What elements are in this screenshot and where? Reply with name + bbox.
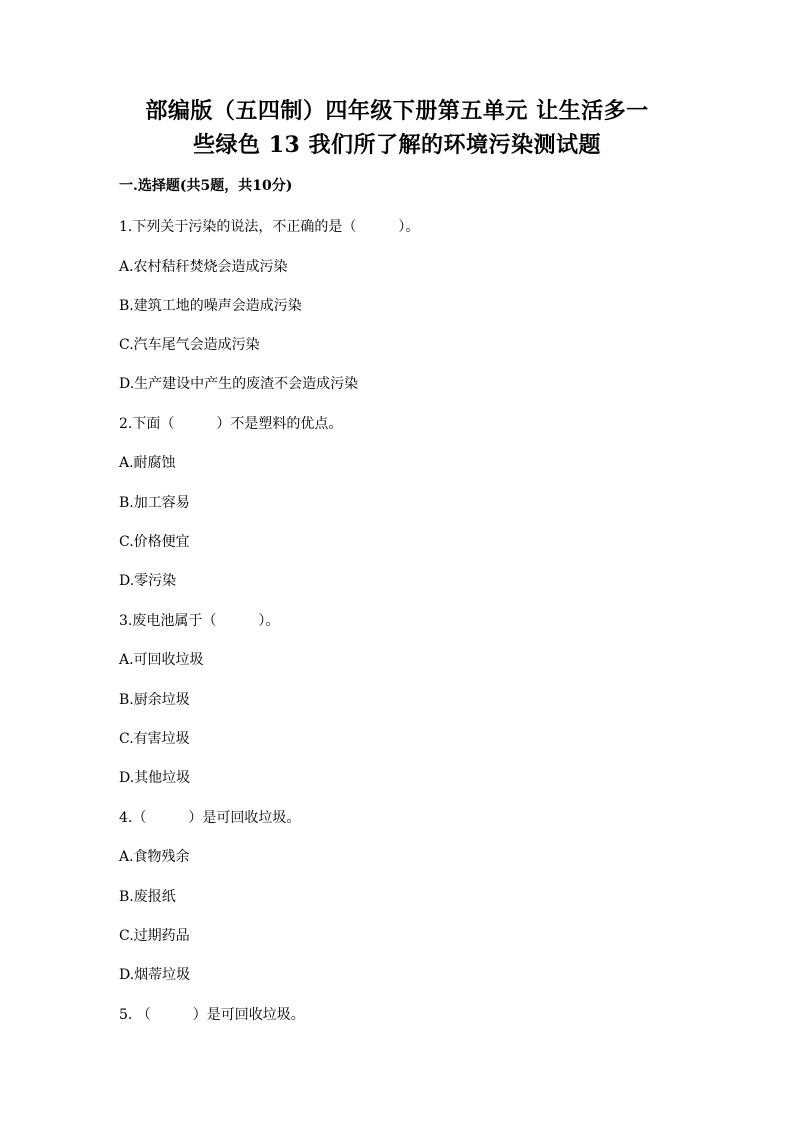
question-1-stem: 1.下列关于污染的说法，不正确的是（ ）。 bbox=[119, 219, 420, 235]
page-title-line-2: 些绿色 13 我们所了解的环境污染测试题 bbox=[193, 132, 601, 158]
question-1-option-d: D.生产建设中产生的废渣不会造成污染 bbox=[119, 376, 359, 392]
question-2-stem: 2.下面（ ）不是塑料的优点。 bbox=[119, 416, 343, 432]
question-3-option-b: B.厨余垃圾 bbox=[119, 692, 190, 708]
question-2-option-a: A.耐腐蚀 bbox=[119, 455, 176, 471]
question-4-option-d: D.烟蒂垃圾 bbox=[119, 967, 191, 983]
question-2-option-b: B.加工容易 bbox=[119, 495, 190, 511]
question-2-option-c: C.价格便宜 bbox=[119, 534, 190, 550]
question-3-option-d: D.其他垃圾 bbox=[119, 770, 191, 786]
question-5-stem: 5. （ ）是可回收垃圾。 bbox=[119, 1007, 305, 1023]
question-3-option-c: C.有害垃圾 bbox=[119, 731, 190, 747]
question-4-option-a: A.食物残余 bbox=[119, 849, 190, 865]
question-1-option-c: C.汽车尾气会造成污染 bbox=[119, 337, 260, 353]
page-title-line-1: 部编版（五四制）四年级下册第五单元 让生活多一 bbox=[145, 98, 649, 124]
section-heading: 一.选择题(共5题，共10分) bbox=[119, 178, 293, 194]
question-4-option-b: B.废报纸 bbox=[119, 889, 176, 905]
question-3-stem: 3.废电池属于（ ）。 bbox=[119, 613, 280, 629]
question-1-option-b: B.建筑工地的噪声会造成污染 bbox=[119, 298, 302, 314]
question-4-stem: 4.（ ）是可回收垃圾。 bbox=[119, 810, 301, 826]
question-4-option-c: C.过期药品 bbox=[119, 928, 190, 944]
question-1-option-a: A.农村秸秆焚烧会造成污染 bbox=[119, 259, 288, 275]
question-3-option-a: A.可回收垃圾 bbox=[119, 652, 204, 668]
question-2-option-d: D.零污染 bbox=[119, 573, 177, 589]
